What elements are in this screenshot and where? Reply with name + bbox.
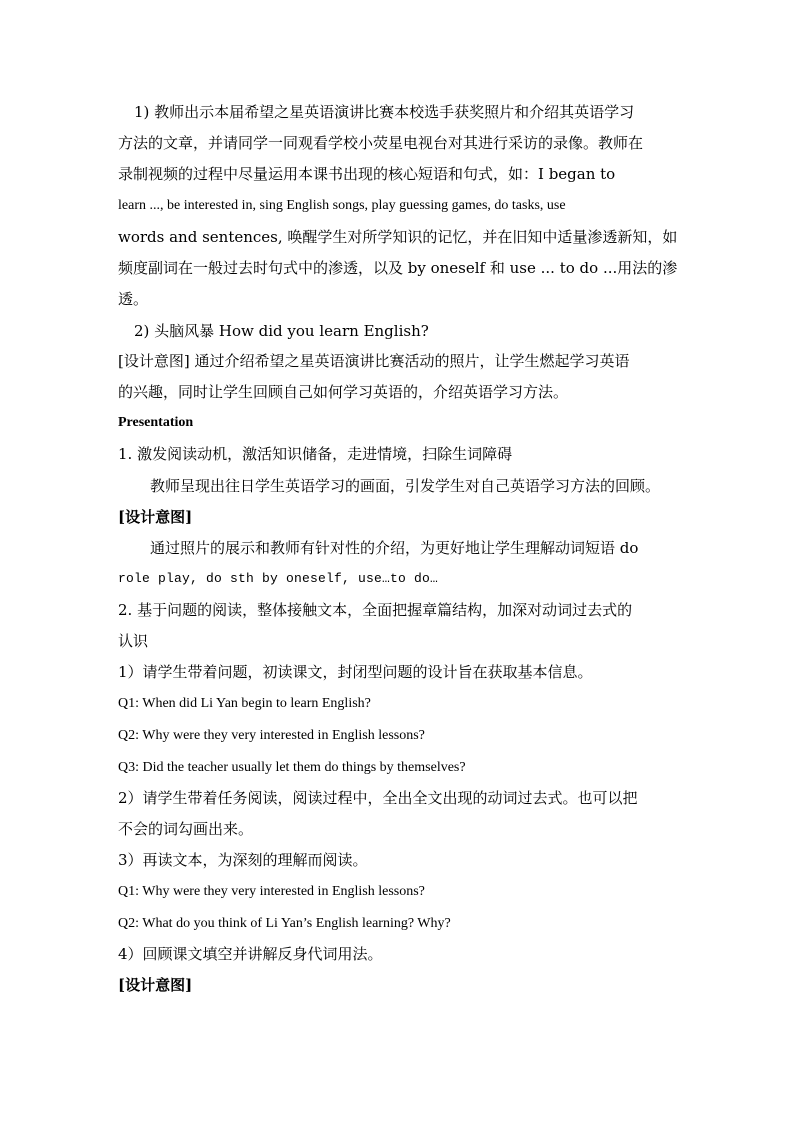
paragraph-line-4: learn ..., be interested in, sing English songs, play guessing games, do tasks, use: [118, 198, 566, 213]
task-3-text: 3）再读文本，为深刻的理解而阅读。: [118, 851, 368, 869]
paragraph-line-3: 录制视频的过程中尽量运用本课书出现的核心短语和句式，如：I began to: [118, 165, 616, 183]
design-intent-line-2: 的兴趣，同时让学生回顾自己如何学习英语的，介绍英语学习方法。: [118, 383, 569, 401]
paragraph-line-1: 1) 教师出示本届希望之星英语演讲比赛本校选手获奖照片和介绍其英语学习: [134, 103, 635, 121]
design-intent-heading-3: [设计意图]: [118, 976, 193, 994]
question-1: Q1: When did Li Yan begin to learn English?: [118, 696, 371, 711]
design-intent-2-line-1: 通过照片的展示和教师有针对性的介绍，为更好地让学生理解动词短语 do: [150, 539, 639, 557]
task-2-line-2: 不会的词勾画出来。: [118, 820, 254, 838]
paragraph-line-6: 频度副词在一般过去时句式中的渗透，以及 by oneself 和 use ... to do ...用法的渗: [118, 259, 678, 277]
reread-question-2: Q2: What do you think of Li Yan’s English learning? Why?: [118, 916, 451, 931]
design-intent-line-1: [设计意图] 通过介绍希望之星英语演讲比赛活动的照片，让学生燃起学习英语: [118, 352, 630, 370]
reread-question-1: Q1: Why were they very interested in English lessons?: [118, 884, 425, 899]
step-2-heading-line-2: 认识: [118, 632, 149, 650]
design-intent-2-line-2: role play, do sth by oneself, use…to do…: [118, 571, 439, 586]
step-1-text: 教师呈现出往日学生英语学习的画面，引发学生对自己英语学习方法的回顾。: [150, 477, 661, 495]
question-2: Q2: Why were they very interested in English lessons?: [118, 728, 425, 743]
paragraph-line-7: 透。: [118, 290, 149, 308]
section-heading-presentation: Presentation: [118, 415, 194, 430]
step-1-heading: 1. 激发阅读动机，激活知识储备，走进情境，扫除生词障碍: [118, 445, 513, 463]
task-2-line-1: 2）请学生带着任务阅读，阅读过程中，全出全文出现的动词过去式。也可以把: [118, 789, 638, 807]
brainstorm-line: 2) 头脑风暴 How did you learn English?: [134, 322, 429, 340]
design-intent-heading-2: [设计意图]: [118, 508, 193, 526]
task-4-text: 4）回顾课文填空并讲解反身代词用法。: [118, 945, 383, 963]
step-2-heading-line-1: 2. 基于问题的阅读，整体接触文本，全面把握章篇结构，加深对动词过去式的: [118, 601, 633, 619]
question-3: Q3: Did the teacher usually let them do things by themselves?: [118, 760, 466, 775]
paragraph-line-5: words and sentences, 唤醒学生对所学知识的记忆，并在旧知中适量渗透新知，如: [118, 228, 678, 246]
task-1-text: 1）请学生带着问题，初读课文，封闭型问题的设计旨在获取基本信息。: [118, 663, 593, 681]
paragraph-line-2: 方法的文章，并请同学一同观看学校小荧星电视台对其进行采访的录像。教师在: [118, 134, 644, 152]
